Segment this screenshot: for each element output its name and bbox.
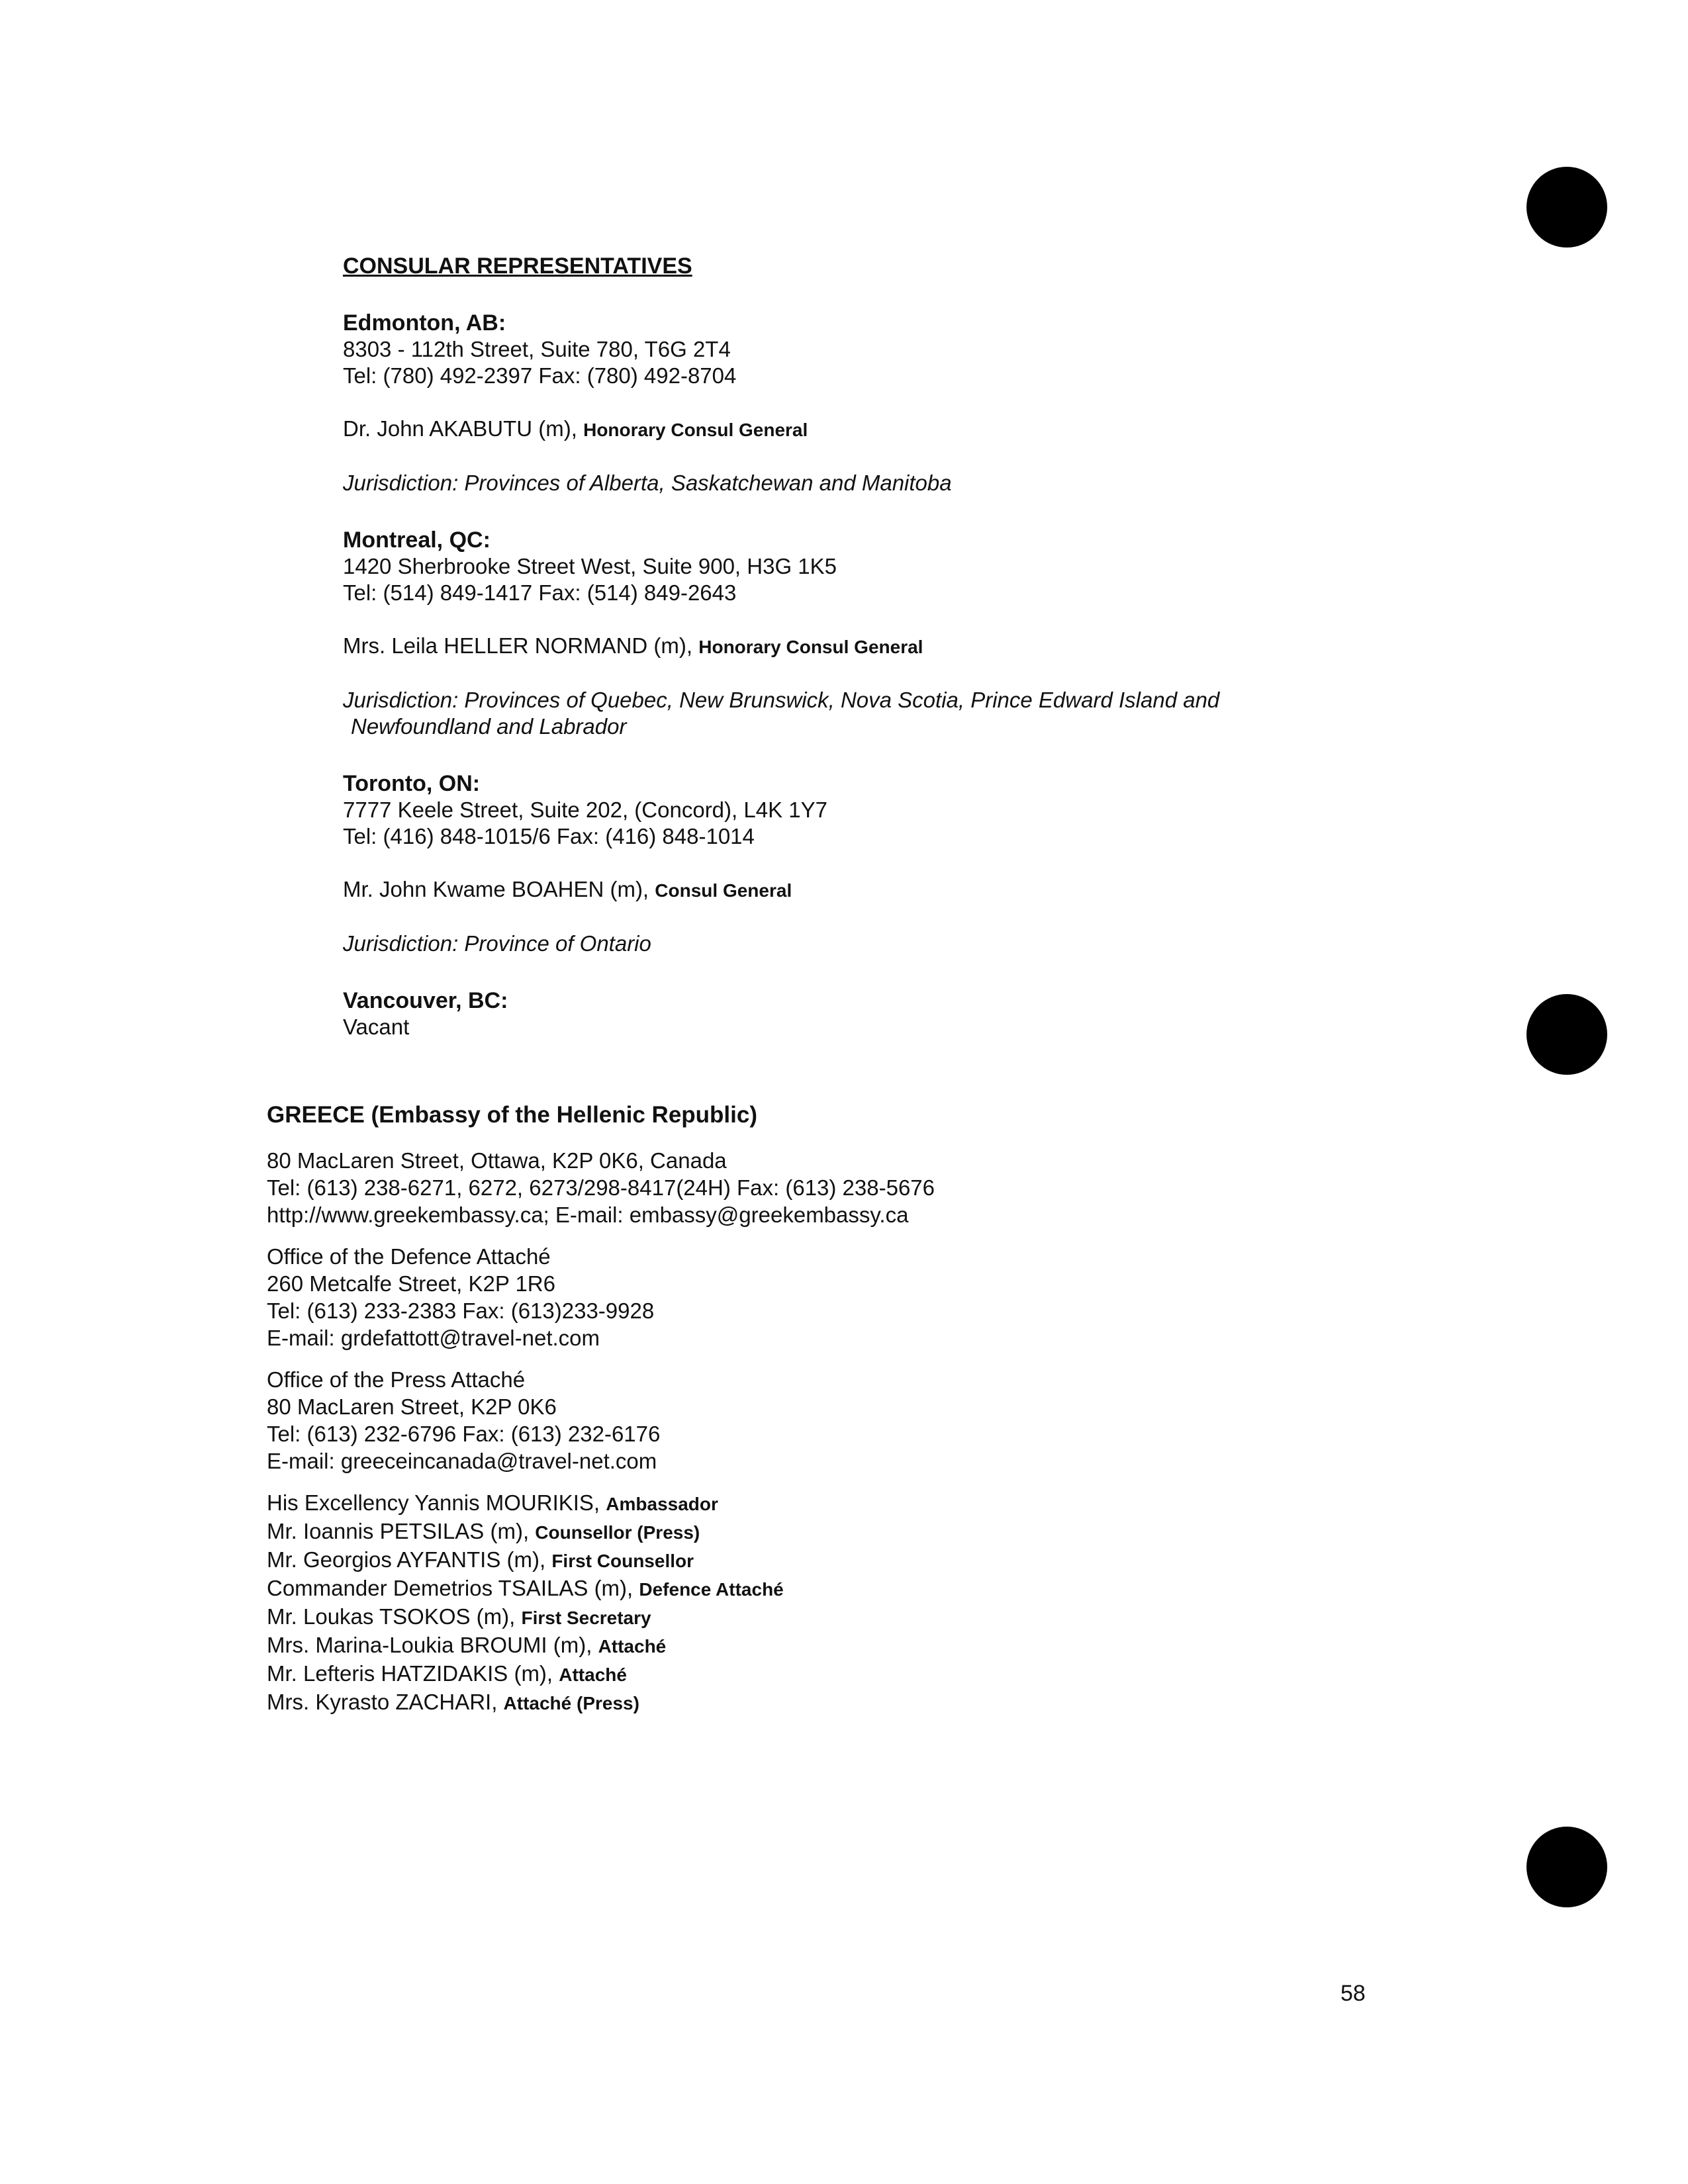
punch-hole-middle — [1526, 994, 1607, 1075]
staff-member — [267, 1688, 1458, 1717]
jurisdiction-text: Jurisdiction: Province of Ontario — [343, 931, 651, 956]
person-title: Honorary Consul General — [698, 637, 923, 657]
jurisdiction-text: Jurisdiction: Provinces of Alberta, Saskatchewan and Manitoba — [343, 471, 952, 495]
staff-name: Mrs. Kyrasto ZACHARI, — [267, 1690, 498, 1714]
office-name: Office of the Defence Attaché — [267, 1244, 551, 1269]
staff-title: First Counsellor — [551, 1551, 694, 1571]
office-jurisdiction — [343, 470, 1402, 496]
staff-member — [267, 1546, 1458, 1574]
punch-hole-top — [1526, 167, 1607, 248]
office-phone: Tel: (416) 848-1015/6 Fax: (416) 848-1014 — [343, 824, 755, 848]
embassy-contact — [267, 1147, 1458, 1228]
person-name: Dr. John AKABUTU (m), — [343, 416, 577, 441]
embassy-address: 80 MacLaren Street, Ottawa, K2P 0K6, Canada — [267, 1148, 727, 1173]
office-address: 260 Metcalfe Street, K2P 1R6 — [267, 1271, 555, 1296]
defence-attache-office — [267, 1243, 1458, 1351]
office-toronto — [343, 770, 1402, 850]
staff-member — [267, 1518, 1458, 1546]
office-person — [343, 416, 1402, 443]
staff-list — [267, 1489, 1458, 1717]
person-title: Consul General — [655, 880, 792, 901]
office-address: 1420 Sherbrooke Street West, Suite 900, H3G 1K5 — [343, 554, 837, 578]
office-phone: Tel: (613) 232-6796 Fax: (613) 232-6176 — [267, 1422, 661, 1446]
office-phone: Tel: (514) 849-1417 Fax: (514) 849-2643 — [343, 580, 737, 605]
office-person — [343, 876, 1402, 904]
embassy-web-email: http://www.greekembassy.ca; E-mail: embassy@greekembassy.ca — [267, 1203, 909, 1227]
greece-embassy-section — [267, 1101, 1458, 1717]
person-name: Mr. John Kwame BOAHEN (m), — [343, 877, 649, 901]
staff-name: Mrs. Marina-Loukia BROUMI (m), — [267, 1633, 592, 1657]
staff-title: Ambassador — [606, 1494, 718, 1514]
office-person — [343, 633, 1402, 660]
office-address: 7777 Keele Street, Suite 202, (Concord), L4K 1Y7 — [343, 797, 827, 822]
office-address: 8303 - 112th Street, Suite 780, T6G 2T4 — [343, 337, 731, 361]
office-edmonton — [343, 310, 1402, 389]
staff-title: Attaché — [559, 1664, 627, 1685]
office-city: Montreal, QC: — [343, 527, 491, 553]
office-name: Office of the Press Attaché — [267, 1367, 526, 1392]
office-jurisdiction — [343, 687, 1402, 740]
person-title: Honorary Consul General — [583, 420, 808, 440]
office-city: Toronto, ON: — [343, 771, 481, 796]
office-city: Vancouver, BC: — [343, 988, 508, 1013]
staff-member — [267, 1489, 1458, 1518]
staff-name: Mr. Georgios AYFANTIS (m), — [267, 1547, 546, 1572]
jurisdiction-text: Jurisdiction: Provinces of Quebec, New Brunswick, Nova Scotia, Prince Edward Island and — [343, 688, 1220, 712]
staff-member — [267, 1603, 1458, 1631]
staff-name: Commander Demetrios TSAILAS (m), — [267, 1576, 633, 1600]
section-heading: CONSULAR REPRESENTATIVES — [343, 253, 692, 279]
jurisdiction-text-continued: Newfoundland and Labrador — [351, 714, 627, 739]
staff-member — [267, 1660, 1458, 1688]
office-montreal — [343, 527, 1402, 606]
staff-name: Mr. Lefteris HATZIDAKIS (m), — [267, 1661, 553, 1686]
consular-representatives-section — [343, 253, 1402, 1067]
staff-title: Attaché — [598, 1636, 667, 1657]
office-status: Vacant — [343, 1015, 410, 1039]
office-email: E-mail: greeceincanada@travel-net.com — [267, 1449, 657, 1473]
office-email: E-mail: grdefattott@travel-net.com — [267, 1326, 600, 1350]
office-jurisdiction — [343, 931, 1402, 957]
office-phone: Tel: (780) 492-2397 Fax: (780) 492-8704 — [343, 363, 737, 388]
staff-member — [267, 1574, 1458, 1603]
staff-member — [267, 1631, 1458, 1660]
page-number: 58 — [1340, 1981, 1366, 2006]
staff-name: His Excellency Yannis MOURIKIS, — [267, 1490, 600, 1515]
press-attache-office — [267, 1366, 1458, 1475]
staff-title: First Secretary — [521, 1608, 651, 1628]
office-address: 80 MacLaren Street, K2P 0K6 — [267, 1394, 557, 1419]
punch-hole-bottom — [1526, 1827, 1607, 1907]
office-city: Edmonton, AB: — [343, 310, 506, 336]
office-vancouver — [343, 987, 1402, 1040]
staff-title: Counsellor (Press) — [535, 1522, 700, 1543]
office-phone: Tel: (613) 233-2383 Fax: (613)233-9928 — [267, 1298, 655, 1323]
staff-name: Mr. Ioannis PETSILAS (m), — [267, 1519, 530, 1543]
embassy-phone: Tel: (613) 238-6271, 6272, 6273/298-8417(24H) Fax: (613) 238-5676 — [267, 1175, 935, 1200]
country-heading: GREECE (Embassy of the Hellenic Republic) — [267, 1102, 757, 1128]
staff-title: Defence Attaché — [639, 1579, 784, 1600]
staff-name: Mr. Loukas TSOKOS (m), — [267, 1604, 516, 1629]
person-name: Mrs. Leila HELLER NORMAND (m), — [343, 633, 693, 658]
staff-title: Attaché (Press) — [503, 1693, 639, 1713]
